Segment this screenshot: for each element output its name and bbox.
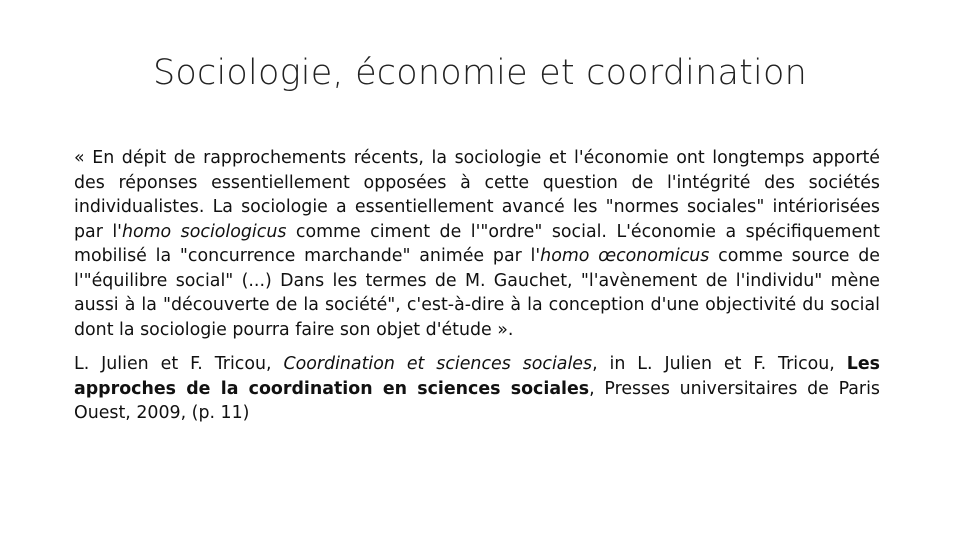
citation-chapter-title: Coordination et sciences sociales [283, 354, 593, 374]
quote-text-2: comme ciment de l'"ordre" social. L'économie a spécifiquement mobilisé la "concurrence marchande" animée par l' [74, 221, 880, 266]
quote-text-1: « En dépit de rapprochements récents, la sociologie et l'économie ont longtemps apporté des réponses essentiellement opposées à cette question de l'intégrité des sociétés individualistes. La sociologie a essentiellement avancé les "normes sociales" intériorisées par l' [74, 148, 880, 242]
citation-paragraph [74, 352, 880, 426]
citation-connector: , in L. Julien et F. Tricou, [592, 354, 847, 374]
citation-authors: L. Julien et F. Tricou, [74, 354, 284, 374]
quote-term-homo-oeconomicus: homo œconomicus [540, 246, 710, 266]
quote-term-homo-sociologicus: homo sociologicus [121, 221, 287, 242]
quote-paragraph [74, 146, 880, 342]
quote-text-3: comme source de l'"équilibre social" (...) Dans les termes de M. Gauchet, "l'avènement de l'individu" mène aussi à la "découverte de la société", c'est-à-dire à la conception d'une objectivité du social dont la sociologie pourra faire son objet d'étude ». [74, 246, 880, 340]
citation-book-title: Les approches de la coordination en sciences sociales [74, 354, 881, 399]
slide-title: Sociologie, économie et coordination [153, 53, 807, 93]
citation-publisher: , Presses universitaires de Paris Ouest, 2009, (p. 11) [74, 378, 880, 423]
slide-body [74, 146, 880, 426]
